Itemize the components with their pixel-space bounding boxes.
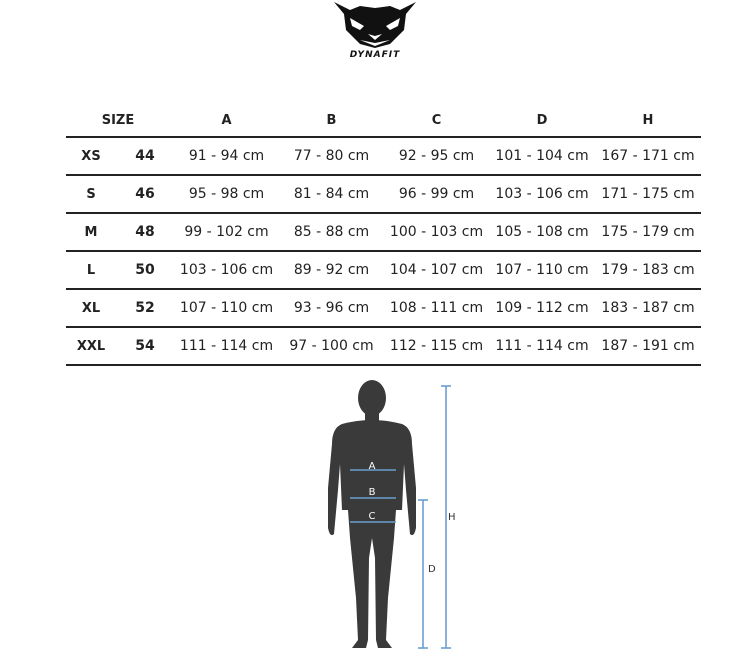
table-row (66, 176, 701, 214)
snow-leopard-logo-icon (330, 0, 420, 52)
size-number: 50 (135, 262, 155, 278)
size-label: XS (81, 148, 101, 164)
table-row (66, 252, 701, 290)
table-row (66, 214, 701, 252)
value-c: 104 - 107 cm (389, 262, 484, 278)
size-label: XXL (76, 338, 106, 354)
value-h: 183 - 187 cm (601, 300, 695, 316)
value-a: 99 - 102 cm (184, 224, 269, 240)
size-number: 48 (135, 224, 155, 240)
size-label: M (84, 224, 98, 240)
table-row (66, 290, 701, 328)
value-d: 105 - 108 cm (495, 224, 589, 240)
label-b: B (368, 487, 376, 498)
value-c: 108 - 111 cm (389, 300, 484, 316)
value-d: 103 - 106 cm (495, 186, 589, 202)
size-label: XL (81, 300, 101, 316)
header-d: D (536, 112, 548, 128)
size-number: 52 (135, 300, 155, 316)
value-h: 171 - 175 cm (601, 186, 695, 202)
value-a: 107 - 110 cm (179, 300, 274, 316)
size-number: 54 (135, 338, 155, 354)
table-row (66, 138, 701, 176)
size-label: S (86, 186, 96, 202)
label-d: D (428, 564, 436, 575)
label-a: A (368, 461, 376, 472)
header-c: C (431, 112, 442, 128)
size-number: 46 (135, 186, 155, 202)
size-label: L (86, 262, 96, 278)
brand-name: DYNAFIT (349, 50, 401, 60)
value-a: 111 - 114 cm (179, 338, 274, 354)
header-size: SIZE (101, 112, 135, 128)
value-h: 167 - 171 cm (601, 148, 695, 164)
value-c: 100 - 103 cm (389, 224, 484, 240)
human-body-icon (320, 378, 470, 658)
value-h: 175 - 179 cm (601, 224, 695, 240)
value-b: 81 - 84 cm (293, 186, 370, 202)
header-a: A (221, 112, 232, 128)
value-b: 89 - 92 cm (293, 262, 370, 278)
value-h: 187 - 191 cm (601, 338, 695, 354)
table-header-row (66, 104, 701, 138)
value-a: 103 - 106 cm (179, 262, 274, 278)
size-chart-table (66, 104, 701, 366)
value-c: 96 - 99 cm (398, 186, 475, 202)
value-d: 101 - 104 cm (495, 148, 589, 164)
value-d: 107 - 110 cm (495, 262, 589, 278)
body-measurement-figure (320, 378, 470, 658)
table-row (66, 328, 701, 366)
header-b: B (326, 112, 337, 128)
value-a: 95 - 98 cm (188, 186, 265, 202)
value-c: 112 - 115 cm (389, 338, 484, 354)
value-a: 91 - 94 cm (188, 148, 265, 164)
value-b: 97 - 100 cm (289, 338, 374, 354)
header-h: H (642, 112, 654, 128)
label-h: H (448, 512, 456, 523)
value-b: 93 - 96 cm (293, 300, 370, 316)
value-b: 77 - 80 cm (293, 148, 370, 164)
size-number: 44 (135, 148, 155, 164)
value-h: 179 - 183 cm (601, 262, 695, 278)
label-c: C (368, 511, 376, 522)
value-b: 85 - 88 cm (293, 224, 370, 240)
value-d: 111 - 114 cm (495, 338, 589, 354)
value-c: 92 - 95 cm (398, 148, 475, 164)
value-d: 109 - 112 cm (495, 300, 589, 316)
